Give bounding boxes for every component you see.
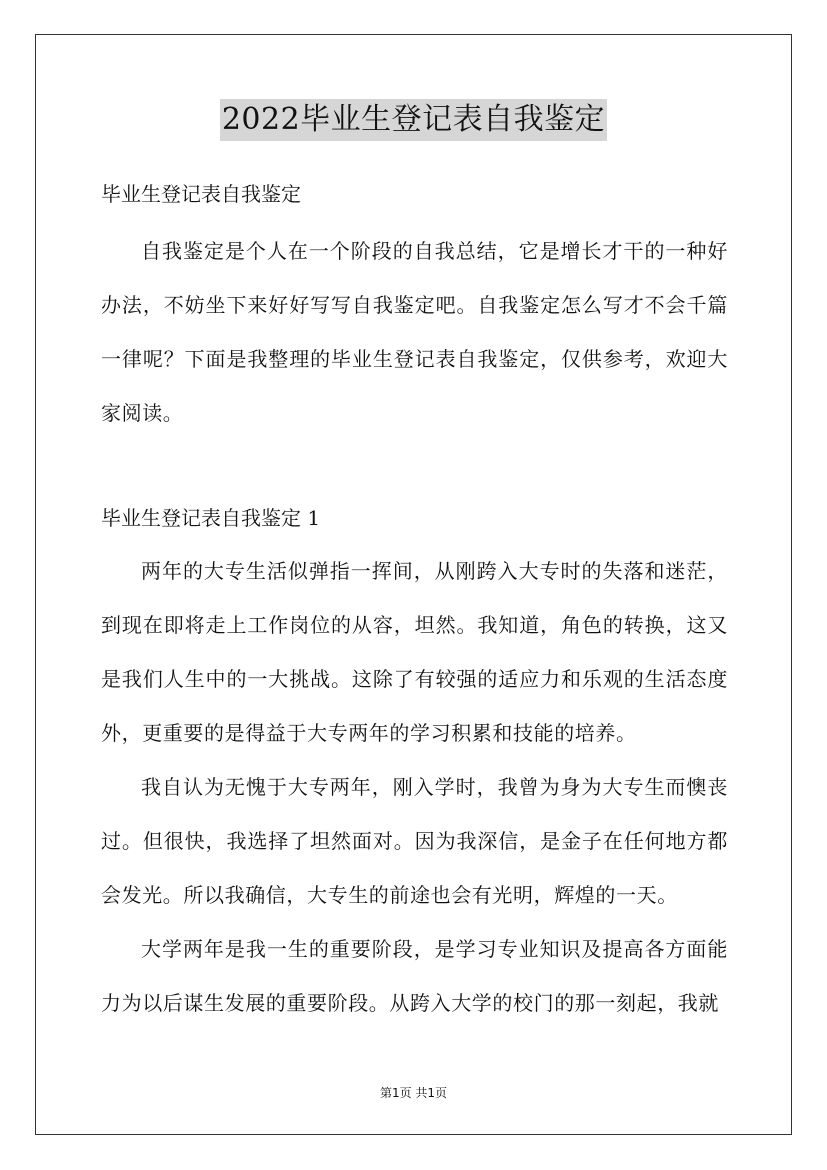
document-title: 2022毕业生登记表自我鉴定 — [220, 99, 607, 141]
intro-section — [101, 224, 728, 440]
body-paragraph-1: 两年的大专生活似弹指一挥间，从刚跨入大专时的失落和迷茫，到现在即将走上工作岗位的从容，坦然。我知道，角色的转换，这又是我们人生中的一大挑战。这除了有较强的适应力和乐观的生活态度外，更重要的是得益于大专两年的学习积累和技能的培养。 — [101, 559, 728, 745]
intro-paragraph: 自我鉴定是个人在一个阶段的自我总结，它是增长才干的一种好办法，不妨坐下来好好写写自我鉴定吧。自我鉴定怎么写才不会千篇一律呢？下面是我整理的毕业生登记表自我鉴定，仅供参考，欢迎大家阅读。 — [101, 239, 728, 425]
page-footer: 第1页 共1页 — [379, 1086, 448, 1100]
section-subheading-1: 毕业生登记表自我鉴定 1 — [101, 506, 321, 530]
body-paragraph-3: 大学两年是我一生的重要阶段，是学习专业知识及提高各方面能力为以后谋生发展的重要阶段。从跨入大学的校门的那一刻起，我就 — [101, 937, 728, 1015]
document-title-wrapper — [0, 99, 827, 141]
section-subheading: 毕业生登记表自我鉴定 — [101, 182, 301, 206]
body-paragraph-2: 我自认为无愧于大专两年，刚入学时，我曾为身为大专生而懊丧过。但很快，我选择了坦然面对。因为我深信，是金子在任何地方都会发光。所以我确信，大专生的前途也会有光明，辉煌的一天。 — [101, 775, 728, 907]
body-section — [101, 544, 728, 1048]
